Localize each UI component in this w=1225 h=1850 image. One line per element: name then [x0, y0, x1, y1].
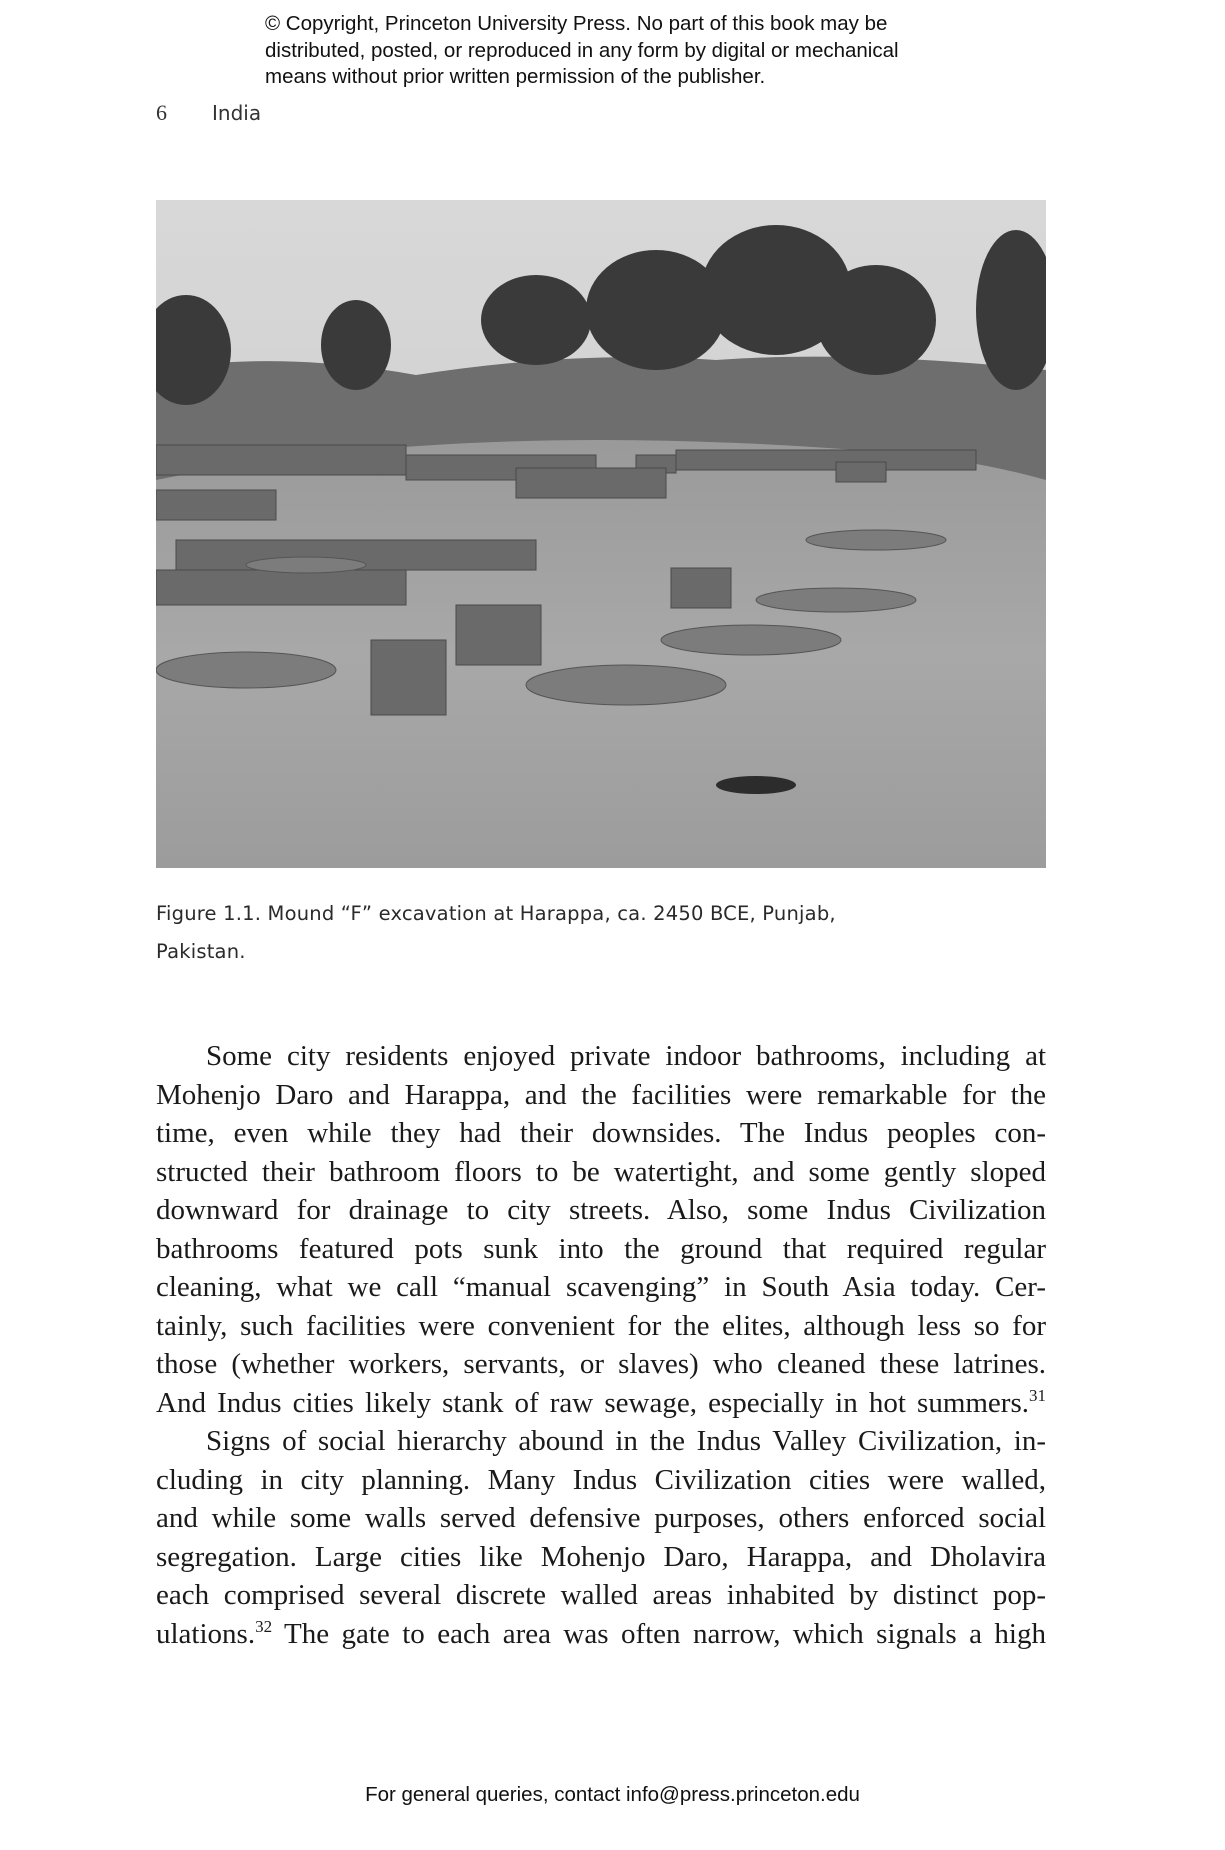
- text-line: time, even while they had their downsides. The Indus peoples con-: [156, 1117, 1046, 1149]
- text-line: cleaning, what we call “manual scavenging” in South Asia today. Cer-: [156, 1271, 1046, 1303]
- body-text: [156, 1037, 1046, 1653]
- text-line: Some city residents enjoyed private indoor bathrooms, including at: [206, 1040, 1046, 1072]
- text-line: bathrooms featured pots sunk into the ground that required regular: [156, 1232, 1046, 1265]
- text-line: structed their bathroom floors to be watertight, and some gently sloped: [156, 1155, 1046, 1188]
- text-line: tainly, such facilities were convenient for the elites, although less so for: [156, 1309, 1046, 1342]
- footer-contact: For general queries, contact info@press.princeton.edu: [365, 1783, 860, 1806]
- figure-photo: [156, 200, 1046, 868]
- page-number: 6: [156, 100, 167, 125]
- caption-line: Figure 1.1. Mound “F” excavation at Harappa, ca. 2450 BCE, Punjab,: [156, 902, 836, 925]
- text-line: [156, 1384, 1046, 1423]
- text-line: segregation. Large cities like Mohenjo Daro, Harappa, and Dholavira: [156, 1540, 1046, 1573]
- text-line: and while some walls served defensive purposes, others enforced social: [156, 1502, 1046, 1534]
- text-segment: And Indus cities likely stank of raw sewage, especially in hot summers.: [156, 1386, 1029, 1419]
- footnote-ref-31[interactable]: 31: [1029, 1385, 1046, 1405]
- text-line: Signs of social hierarchy abound in the Indus Valley Civilization, in-: [206, 1425, 1046, 1457]
- figure-caption: [156, 895, 1046, 971]
- caption-line: Pakistan.: [156, 940, 246, 963]
- copyright-line: distributed, posted, or reproduced in any form by digital or mechanical: [265, 38, 899, 62]
- copyright-line: © Copyright, Princeton University Press. No part of this book may be: [265, 12, 888, 35]
- text-line: each comprised several discrete walled areas inhabited by distinct pop-: [156, 1579, 1046, 1611]
- copyright-notice: [265, 11, 1065, 91]
- text-line: downward for drainage to city streets. Also, some Indus Civilization: [156, 1194, 1046, 1226]
- text-line: those (whether workers, servants, or slaves) who cleaned these latrines.: [156, 1348, 1046, 1380]
- text-segment: ulations.: [156, 1617, 256, 1650]
- footnote-ref-32[interactable]: 32: [255, 1616, 273, 1636]
- running-title: India: [212, 101, 262, 125]
- copyright-line: means without prior written permission of the publisher.: [265, 65, 766, 88]
- text-line: cluding in city planning. Many Indus Civilization cities were walled,: [156, 1463, 1046, 1496]
- text-segment: The gate to each area was often narrow, which signals a high: [272, 1617, 1046, 1650]
- text-line: Mohenjo Daro and Harappa, and the facilities were remarkable for the: [156, 1078, 1046, 1111]
- text-line: [156, 1615, 1046, 1654]
